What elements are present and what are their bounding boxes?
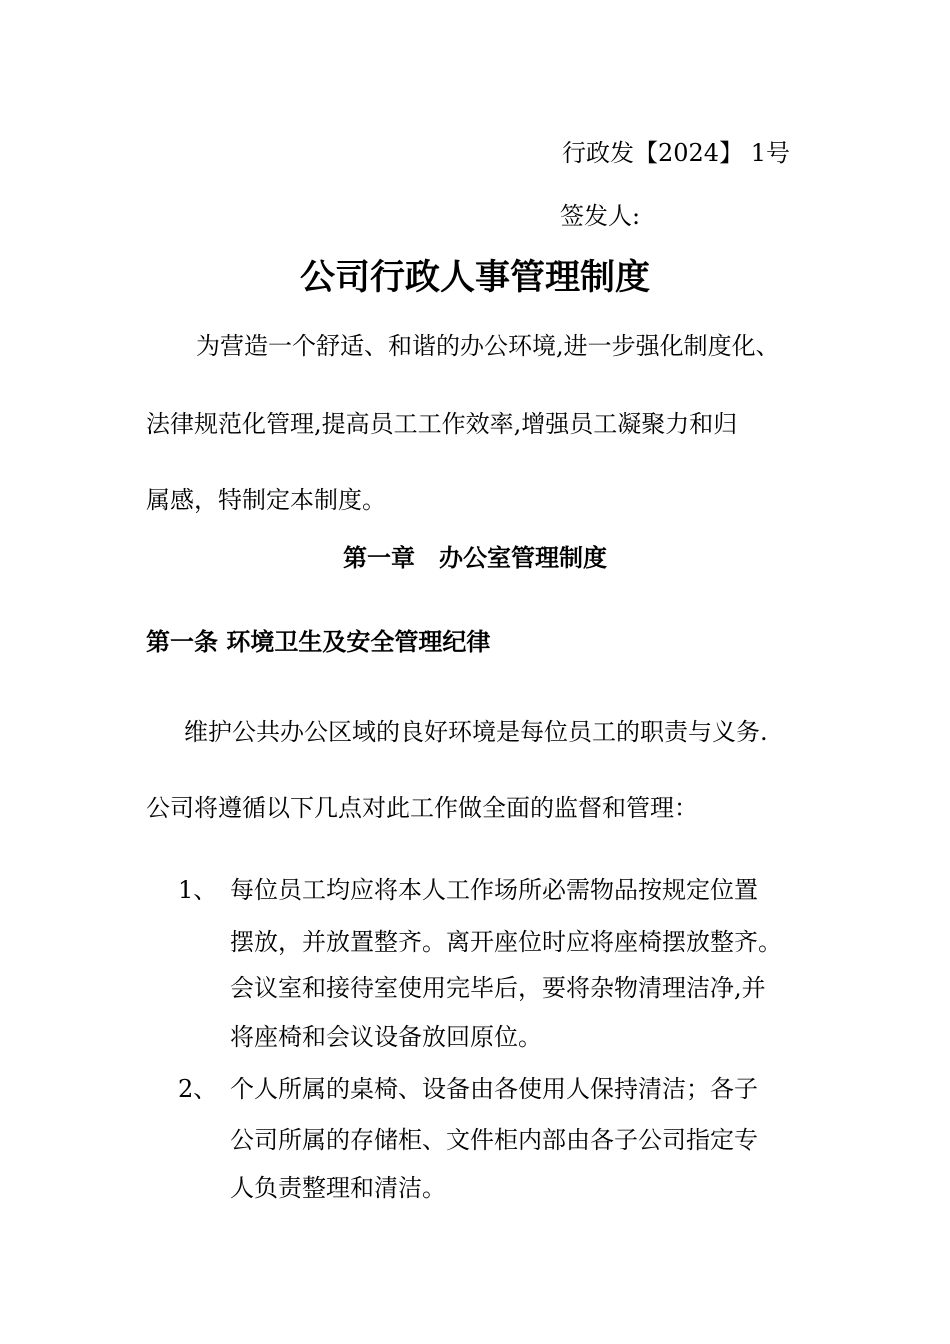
intro-line: 属感，特制定本制度。	[146, 486, 386, 514]
article-intro-line: 维护公共办公区域的良好环境是每位员工的职责与义务.	[184, 718, 768, 746]
article-intro-line: 公司将遵循以下几点对此工作做全面的监督和管理：	[146, 794, 698, 822]
list-item-number: 2、	[178, 1075, 218, 1103]
list-item-line: 人负责整理和清洁。	[230, 1174, 446, 1202]
chapter-name: 办公室管理制度	[439, 543, 607, 572]
list-item-line: 摆放，并放置整齐。离开座位时应将座椅摆放整齐。	[230, 928, 782, 956]
list-item-line: 每位员工均应将本人工作场所必需物品按规定位置	[230, 876, 758, 904]
list-item-line: 会议室和接待室使用完毕后，要将杂物清理洁净,并	[230, 974, 766, 1002]
list-item-line: 将座椅和会议设备放回原位。	[230, 1023, 542, 1051]
chapter-heading	[0, 538, 950, 573]
list-item-line: 个人所属的桌椅、设备由各使用人保持清洁；各子	[230, 1075, 758, 1103]
article-heading: 第一条 环境卫生及安全管理纪律	[146, 627, 491, 656]
chapter-number: 第一章	[343, 543, 415, 572]
signer-label: 签发人:	[560, 202, 641, 230]
document-title: 公司行政人事管理制度	[299, 257, 650, 298]
intro-line: 法律规范化管理,提高员工工作效率,增强员工凝聚力和归	[146, 410, 738, 438]
list-item-line: 公司所属的存储柜、文件柜内部由各子公司指定专	[230, 1126, 758, 1154]
document-number: 行政发【2024】 1号	[562, 139, 790, 167]
intro-line: 为营造一个舒适、和谐的办公环境,进一步强化制度化、	[196, 332, 780, 360]
list-item-number: 1、	[178, 876, 218, 904]
